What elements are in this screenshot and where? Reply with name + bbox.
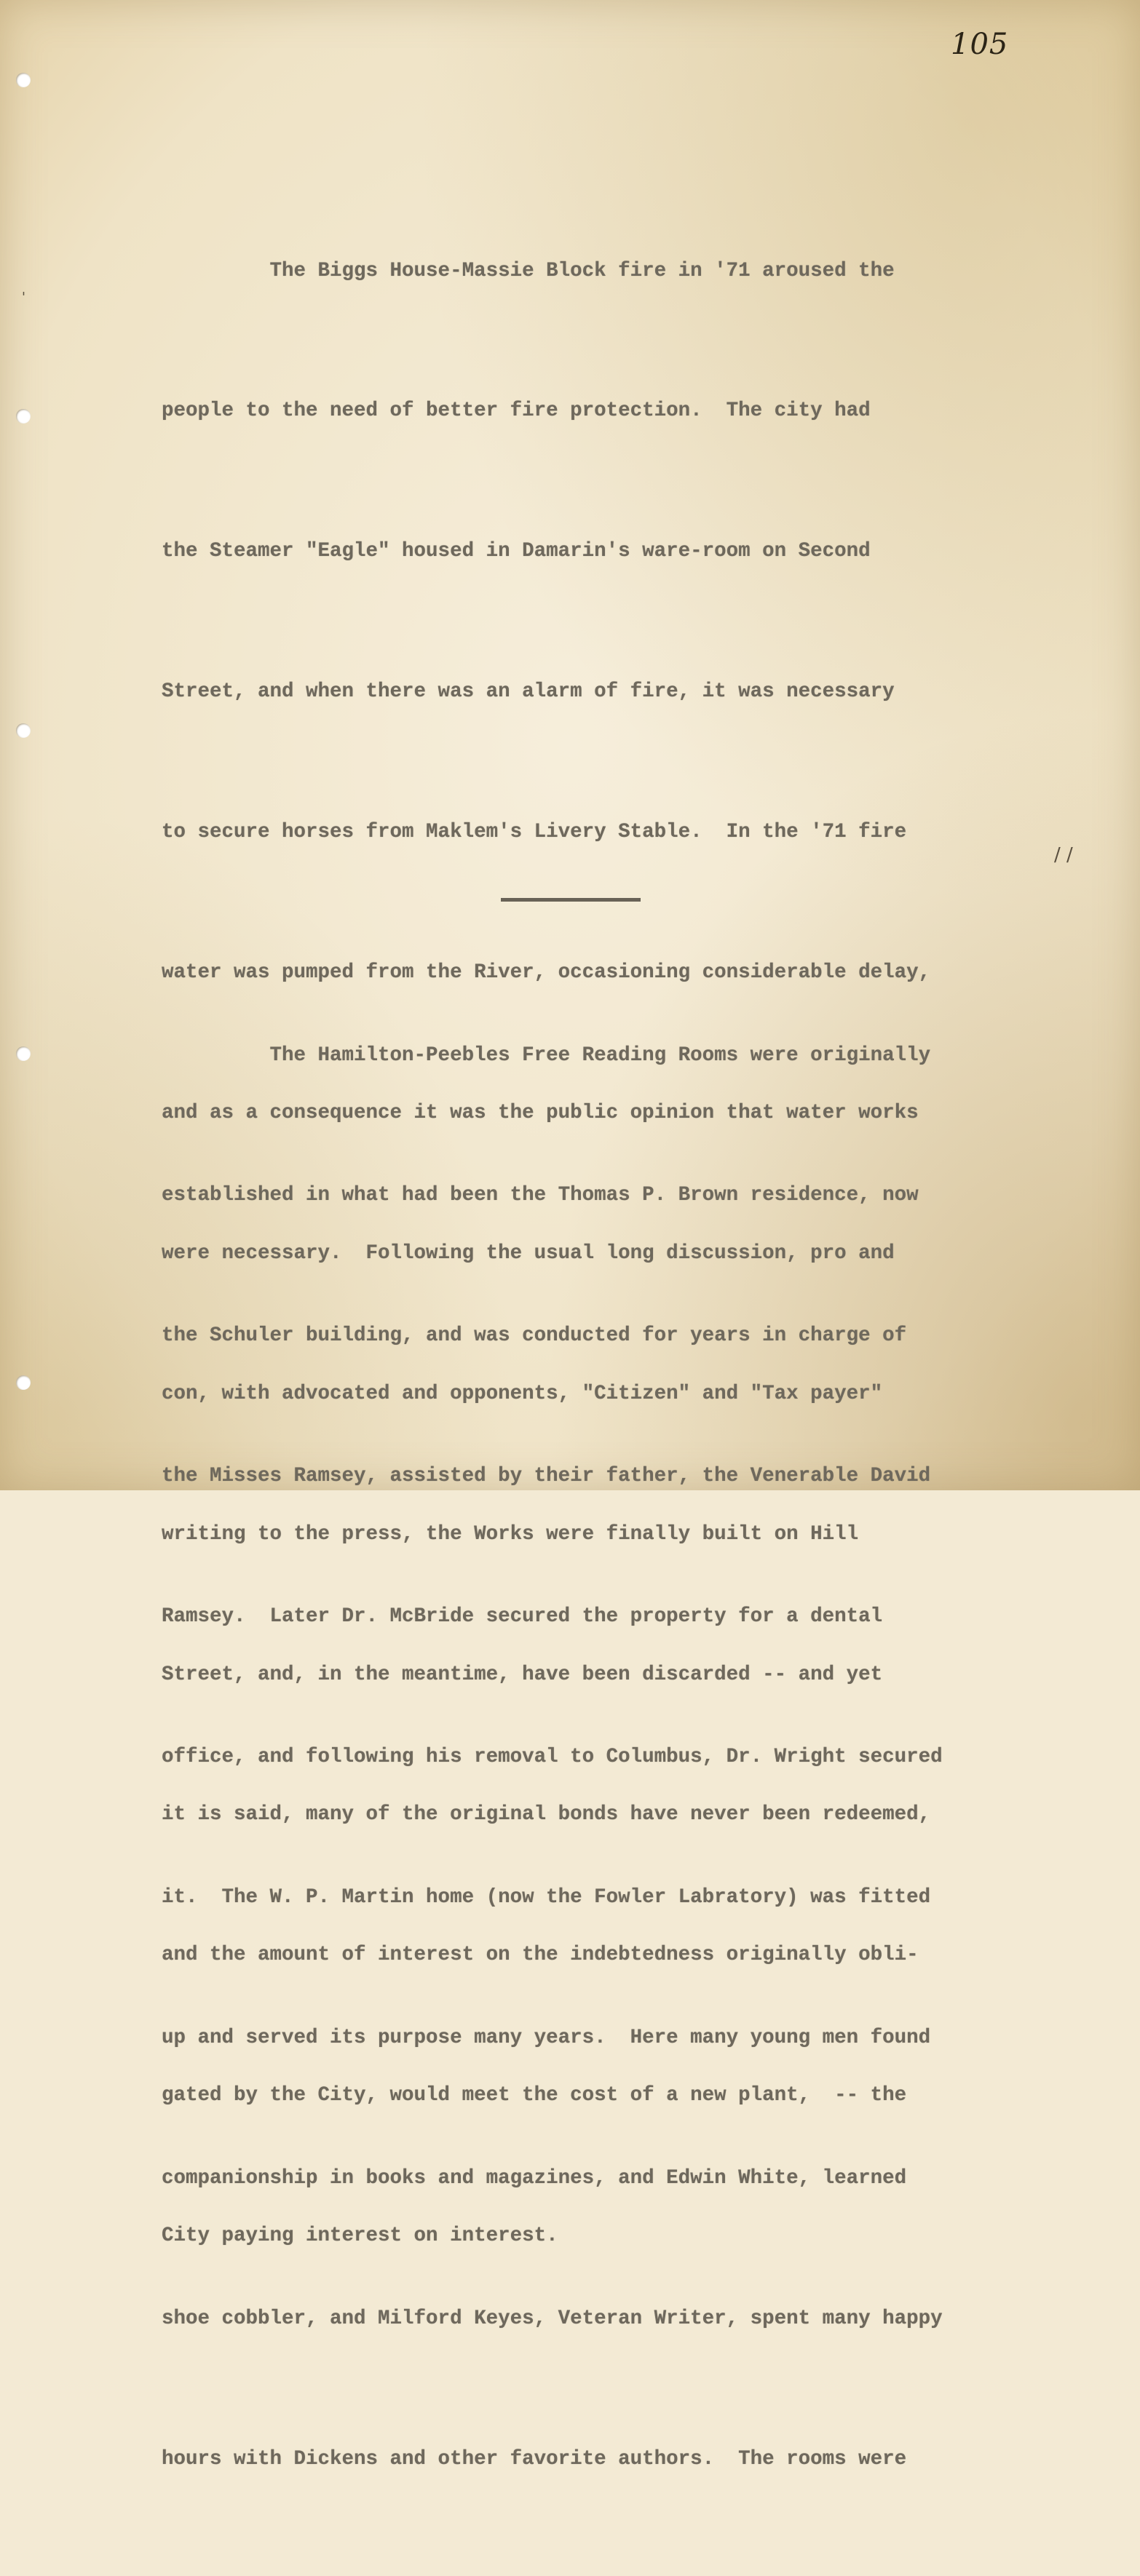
text-line: writing to the press, the Works were finally built on Hill (162, 1522, 859, 1546)
text-line: to secure horses from Maklem's Livery Stable. In the '71 fire (162, 821, 907, 844)
margin-mark: / / (1054, 844, 1073, 866)
text-line: up and served its purpose many years. Here many young men found (162, 2026, 931, 2049)
punch-hole (16, 723, 31, 738)
text-line: it. The W. P. Martin home (now the Fowler Labratory) was fitted (162, 1885, 931, 1909)
punch-hole (16, 73, 31, 87)
text-line: water was pumped from the River, occasioning considerable delay, (162, 961, 931, 985)
text-line: companionship in books and magazines, and Edwin White, learned (162, 2166, 907, 2190)
text-line: people to the need of better fire protection. The city had (162, 399, 871, 423)
text-line: The Biggs House-Massie Block fire in '71 aroused the (162, 259, 895, 282)
text-line: established in what had been the Thomas P. Brown residence, now (162, 1184, 919, 1207)
text-line: gated by the City, would meet the cost of a new plant, -- the (162, 2084, 907, 2107)
text-line: the Misses Ramsey, assisted by their father, the Venerable David (162, 1465, 931, 1488)
text-line: and the amount of interest on the indebtedness originally obli- (162, 1944, 919, 1967)
margin-mark: ' (22, 290, 25, 305)
text-line: shoe cobbler, and Milford Keyes, Veteran Writer, spent many happy (162, 2307, 943, 2330)
text-line: and as a consequence it was the public opinion that water works (162, 1101, 919, 1124)
punch-hole (16, 1375, 31, 1390)
page-number: 105 (951, 28, 1009, 61)
text-line: the Steamer "Eagle" housed in Damarin's ware-room on Second (162, 540, 871, 563)
text-line: the Schuler building, and was conducted for years in charge of (162, 1324, 907, 1348)
text-line: Street, and when there was an alarm of fire, it was necessary (162, 680, 895, 704)
text-line: Ramsey. Later Dr. McBride secured the property for a dental (162, 1605, 883, 1629)
text-line: it is said, many of the original bonds have never been redeemed, (162, 1803, 931, 1826)
text-line: con, with advocated and opponents, "Citizen" and "Tax payer" (162, 1382, 883, 1405)
text-line: Street, and, in the meantime, have been discarded -- and yet (162, 1663, 883, 1686)
section-divider (501, 898, 641, 902)
text-line: City paying interest on interest. (162, 2225, 558, 2248)
text-line: were necessary. Following the usual long discussion, pro and (162, 1241, 895, 1265)
text-line: office, and following his removal to Columbus, Dr. Wright secured (162, 1746, 943, 1769)
paragraph-reading-rooms (162, 939, 1057, 2576)
punch-hole (16, 1046, 31, 1061)
punch-hole (16, 409, 31, 424)
text-line: The Hamilton-Peebles Free Reading Rooms were originally (162, 1043, 931, 1067)
text-line: hours with Dickens and other favorite authors. The rooms were (162, 2447, 907, 2470)
